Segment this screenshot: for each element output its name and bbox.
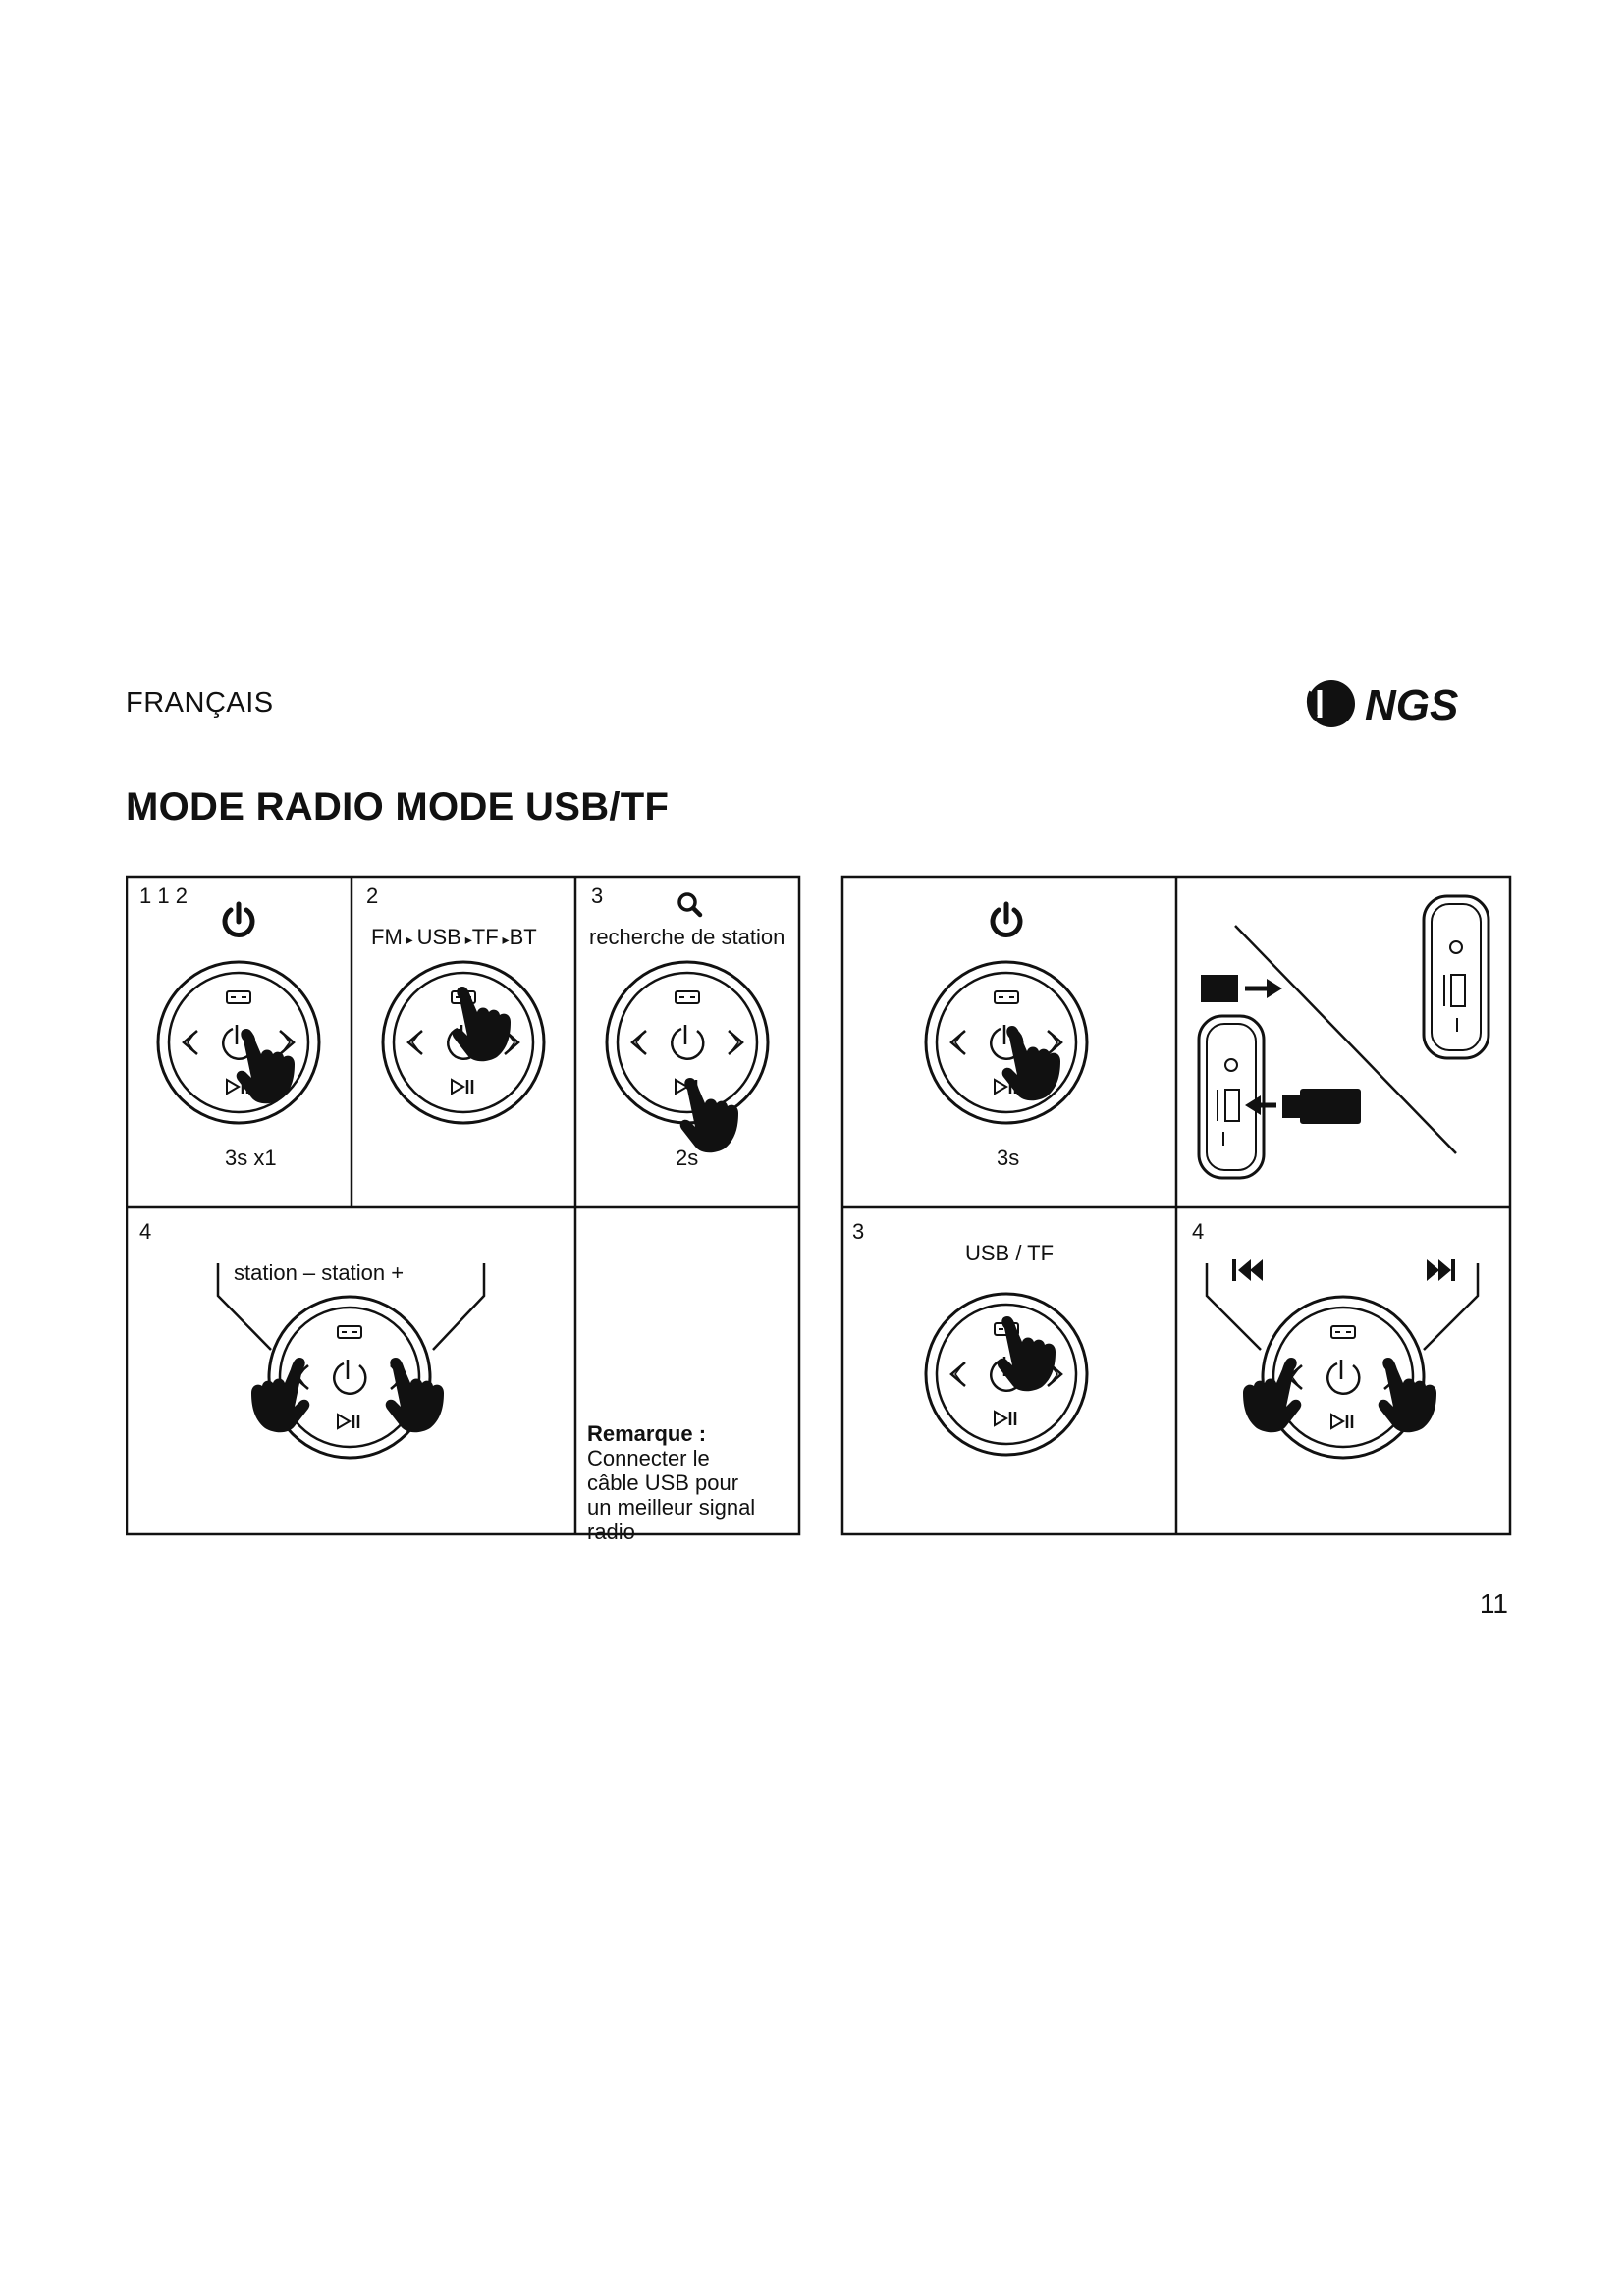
page-title: MODE RADIO MODE USB/TF: [126, 785, 670, 828]
note-heading: Remarque :: [587, 1421, 707, 1446]
power-icon: [993, 904, 1020, 934]
hand-icon: [386, 1358, 444, 1432]
control-dial: [158, 962, 319, 1123]
hand-icon: [237, 1029, 295, 1103]
usb-stick-icon: [1282, 1095, 1300, 1118]
step-label: station – station +: [234, 1260, 405, 1285]
hand-icon: [453, 987, 511, 1061]
search-icon: [679, 894, 700, 915]
step-number: 3: [591, 883, 604, 908]
note-line: Connecter le: [587, 1446, 710, 1470]
instruction-grid: [126, 869, 1512, 1541]
control-dial: [926, 962, 1087, 1123]
mode-sequence: FM ▸ USB ▸TF ▸BT: [371, 925, 537, 949]
note-line: un meilleur signal: [587, 1495, 756, 1520]
step-label: USB / TF: [965, 1241, 1055, 1265]
hand-icon: [1243, 1358, 1301, 1432]
step-number: 3: [852, 1219, 865, 1244]
step-number: 2: [366, 883, 379, 908]
hand-icon: [1379, 1358, 1436, 1432]
mode-usb: USB: [416, 925, 461, 949]
power-icon: [225, 904, 252, 934]
step-caption: 2s: [676, 1146, 699, 1170]
page-number: 11: [1479, 1588, 1508, 1619]
mode-bt: BT: [509, 925, 537, 949]
tf-card-icon: [1201, 975, 1238, 1002]
previous-track-icon: [1232, 1259, 1263, 1281]
note-line: câble USB pour: [587, 1470, 739, 1495]
hand-icon: [998, 1316, 1056, 1391]
step-number: 4: [1192, 1219, 1205, 1244]
note: [587, 1421, 784, 1544]
mode-fm: FM: [371, 925, 403, 949]
language-label: FRANÇAIS: [126, 687, 274, 719]
step-label: recherche de station: [589, 925, 785, 949]
step-number: 4: [139, 1219, 152, 1244]
ngs-logo: [1298, 672, 1509, 731]
brand-text: NGS: [1365, 681, 1459, 729]
ngs-logo-mark: [1308, 680, 1355, 727]
hand-icon: [680, 1078, 738, 1152]
port-panel-illustration: [1199, 896, 1489, 1178]
step-caption: 3s: [997, 1146, 1020, 1170]
step-number: 1 1 2: [139, 883, 188, 908]
mode-tf: TF: [471, 925, 499, 949]
control-dial: [607, 962, 768, 1123]
next-track-icon: [1427, 1259, 1455, 1281]
note-line: radio: [587, 1520, 635, 1544]
step-caption: 3s x1: [225, 1146, 277, 1170]
